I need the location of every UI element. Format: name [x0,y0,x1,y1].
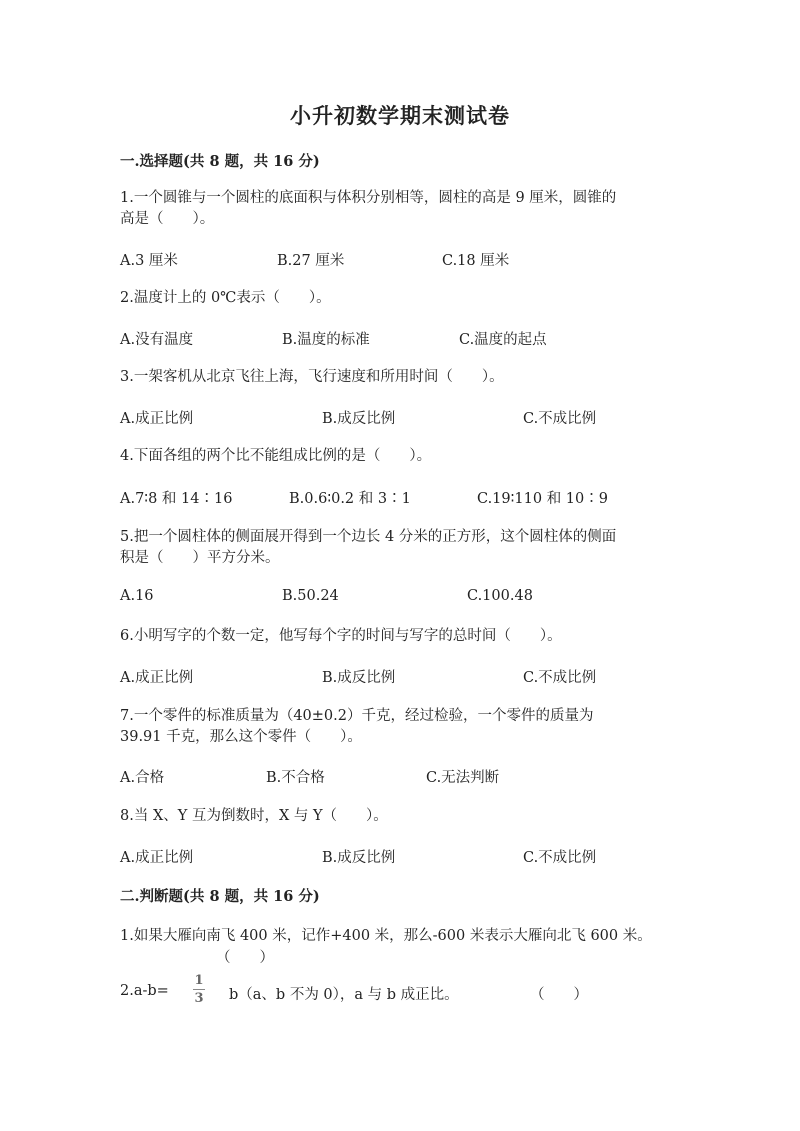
option-c[interactable]: C.18 厘米 [442,253,510,269]
question-6 [120,626,680,647]
option-b[interactable]: B.成反比例 [322,411,396,427]
judgment-question-1 [120,926,700,947]
option-b[interactable]: B.27 厘米 [277,253,345,269]
question-text: 7.一个零件的标准质量为（40±0.2）千克，经过检验，一个零件的质量为 [120,708,594,724]
question-1 [120,188,680,230]
option-a[interactable]: A.合格 [120,770,165,786]
option-b[interactable]: B.成反比例 [322,850,396,866]
question-text: 8.当 X、Y 互为倒数时，X 与 Y（ ）。 [120,808,388,824]
option-a[interactable]: A.没有温度 [120,332,194,348]
section-heading-choice: 一.选择题(共 8 题，共 16 分) [120,153,320,170]
option-c[interactable]: C.100.48 [467,588,533,604]
option-c[interactable]: C.不成比例 [523,670,597,686]
option-b[interactable]: B.不合格 [266,770,325,786]
question-text: 4.下面各组的两个比不能组成比例的是（ ）。 [120,448,432,464]
judgment-question-2-text: b（a、b 不为 0），a 与 b 成正比。 [229,987,459,1003]
option-c[interactable]: C.不成比例 [523,411,597,427]
option-b[interactable]: B.成反比例 [322,670,396,686]
option-a[interactable]: A.7∶8 和 14∶16 [120,491,233,507]
question-2 [120,288,680,309]
answer-blank[interactable]: （ ） [530,987,588,1003]
section-heading-judgment: 二.判断题(共 8 题，共 16 分) [120,888,320,905]
option-c[interactable]: C.无法判断 [426,770,500,786]
question-text: 积是（ ）平方分米。 [120,550,280,566]
option-c[interactable]: C.不成比例 [523,850,597,866]
option-a[interactable]: A.成正比例 [120,670,194,686]
option-b[interactable]: B.温度的标准 [282,332,370,348]
answer-blank[interactable]: （ ） [216,950,274,966]
question-5 [120,527,680,569]
judgment-question-2-prefix: 2.a-b= [120,983,169,999]
option-b[interactable]: B.0.6∶0.2 和 3∶1 [289,491,411,507]
fraction-bar [193,989,205,990]
question-text: 2.温度计上的 0℃表示（ ）。 [120,290,331,306]
question-text: 39.91 千克，那么这个零件（ ）。 [120,729,362,745]
question-3 [120,367,680,388]
question-text: 高是（ ）。 [120,211,215,227]
option-a[interactable]: A.3 厘米 [120,253,178,269]
question-4 [120,446,680,467]
question-8 [120,806,680,827]
fraction-denominator: 3 [194,991,204,1006]
question-text: 5.把一个圆柱体的侧面展开得到一个边长 4 分米的正方形，这个圆柱体的侧面 [120,529,617,545]
option-a[interactable]: A.16 [120,588,154,604]
page-title: 小升初数学期末测试卷 [290,103,510,128]
question-text: 1.如果大雁向南飞 400 米，记作+400 米，那么-600 米表示大雁向北飞 600 米。 [120,928,652,944]
option-a[interactable]: A.成正比例 [120,411,194,427]
option-c[interactable]: C.19∶110 和 10∶9 [477,491,608,507]
fraction-numerator: 1 [194,973,204,988]
question-text: 1.一个圆锥与一个圆柱的底面积与体积分别相等，圆柱的高是 9 厘米，圆锥的 [120,190,617,206]
option-a[interactable]: A.成正比例 [120,850,194,866]
question-text: 6.小明写字的个数一定，他写每个字的时间与写字的总时间（ ）。 [120,628,562,644]
question-7 [120,706,680,748]
question-text: 3.一架客机从北京飞往上海，飞行速度和所用时间（ ）。 [120,369,504,385]
fraction [191,973,207,1006]
option-b[interactable]: B.50.24 [282,588,339,604]
option-c[interactable]: C.温度的起点 [459,332,547,348]
